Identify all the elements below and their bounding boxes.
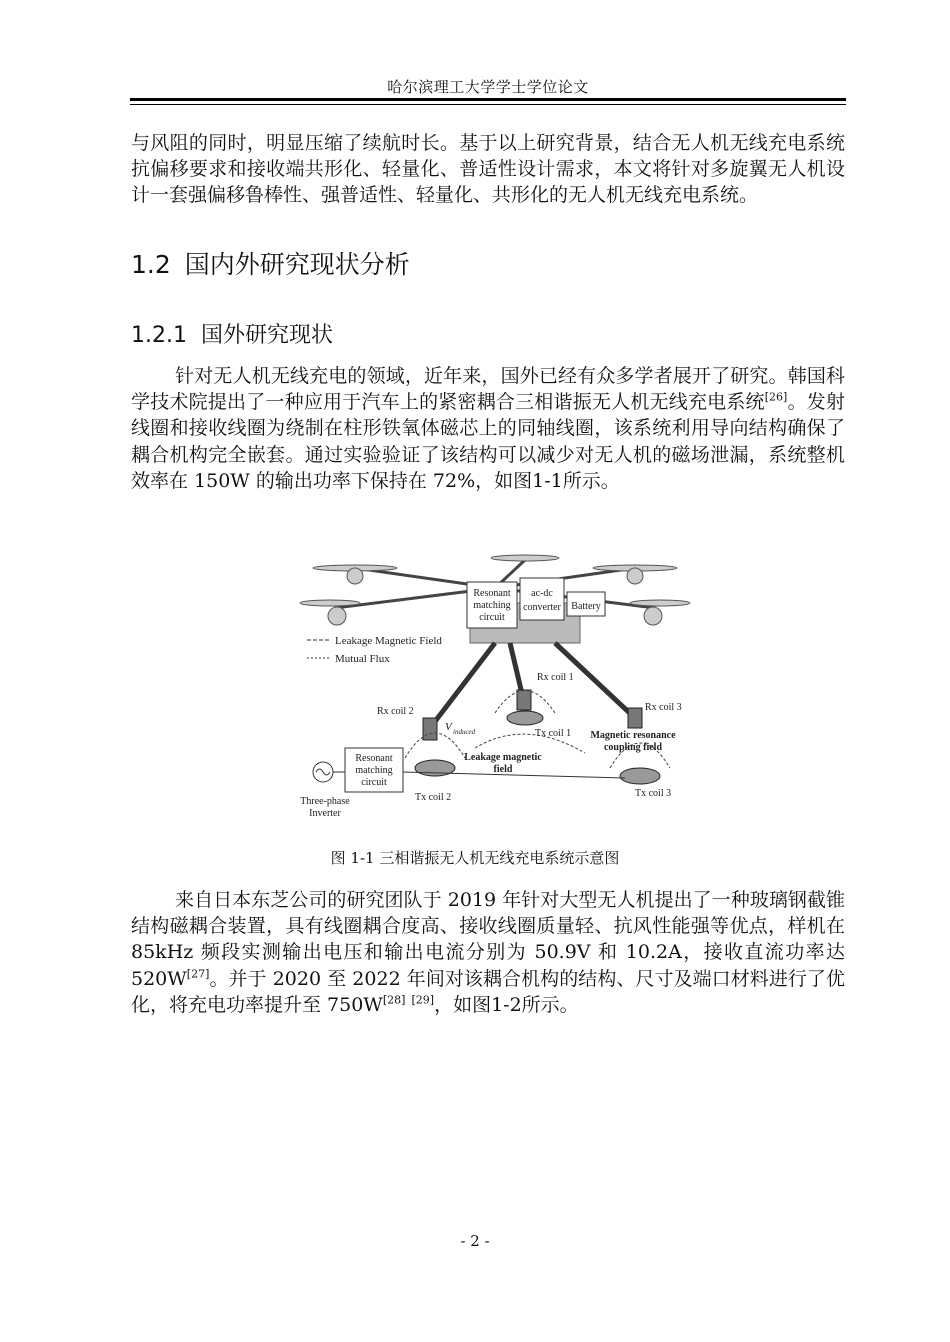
header-rule-thick xyxy=(130,98,846,101)
label-tx1: Tx coil 1 xyxy=(535,728,572,739)
label-resonant-top-3: circuit xyxy=(479,612,505,623)
paragraph-1-text-a: 针对无人机无线充电的领域，近年来，国外已经有众多学者展开了研究。韩国科学技术院提出了一种应用于汽车上的紧密耦合三相谐振无人机无线充电系统 xyxy=(131,365,845,414)
label-mag-res-1: Magnetic resonance xyxy=(590,730,676,741)
label-acdc-1: ac-dc xyxy=(531,588,553,599)
label-rx3: Rx coil 3 xyxy=(645,702,682,713)
paragraph-2-text-c: ，如图1-2所示。 xyxy=(434,993,579,1016)
label-mag-res-2: coupling field xyxy=(603,742,663,753)
label-inverter-2: Inverter xyxy=(309,808,341,819)
label-rx1: Rx coil 1 xyxy=(537,672,574,683)
figure-1-1 xyxy=(295,548,695,830)
label-tx3: Tx coil 3 xyxy=(635,788,672,799)
paragraph-2-text-a: 来自日本东芝公司的研究团队于 2019 年针对大型无人机提出了一种玻璃钢截锥结构磁耦合装置，具有线圈耦合度高、接收线圈质量轻、抗风性能强等优点，样机在 85kHz 频段实测输出电压和输出电流分别为 50.9V 和 10.2A，接收直流功率达 520W xyxy=(131,889,845,990)
citation-28: [28] xyxy=(382,993,406,1007)
label-battery: Battery xyxy=(571,601,601,612)
figure-1-1-caption: 图 1-1 三相谐振无人机无线充电系统示意图 xyxy=(330,849,620,867)
label-tx2: Tx coil 2 xyxy=(415,792,452,803)
legend-leak: Leakage Magnetic Field xyxy=(335,635,442,647)
citation-27: [27] xyxy=(186,967,210,981)
section-title: 国内外研究现状分析 xyxy=(184,250,410,279)
paragraph-2 xyxy=(131,887,845,1018)
label-resonant-bottom-1: Resonant xyxy=(355,753,393,764)
label-inverter-1: Three-phase xyxy=(300,796,350,807)
paragraph-1-text-b: 。发射线圈和接收线圈为绕制在柱形铁氧体磁芯上的同轴线圈，该系统利用导向结构确保了耦合机构完全嵌套。通过实验验证了该结构可以减少对无人机的磁场泄漏，系统整机效率在 150W 的输出功率下保持在 72%，如图1-1所示。 xyxy=(131,391,845,492)
legend-mutual: Mutual Flux xyxy=(335,653,390,665)
label-leakage-field-2: field xyxy=(493,764,513,775)
section-number: 1.2 xyxy=(131,250,171,279)
label-rx2: Rx coil 2 xyxy=(377,706,414,717)
intro-paragraph: 与风阻的同时，明显压缩了续航时长。基于以上研究背景，结合无人机无线充电系统抗偏移要求和接收端共形化、轻量化、普适性设计需求，本文将针对多旋翼无人机设计一套强偏移鲁棒性、强普适性、轻量化、共形化的无人机无线充电系统。 xyxy=(131,132,845,207)
label-vinduced: V xyxy=(445,721,452,733)
citation-29: [29] xyxy=(411,993,435,1007)
citation-26: [26] xyxy=(764,390,788,404)
label-leakage-field-1: Leakage magnetic xyxy=(464,752,542,763)
label-acdc-2: converter xyxy=(523,602,561,613)
label-resonant-top-1: Resonant xyxy=(473,588,511,599)
label-resonant-top-2: matching xyxy=(473,600,511,611)
label-resonant-bottom-3: circuit xyxy=(361,777,387,788)
paragraph-1 xyxy=(131,363,845,494)
subsection-heading xyxy=(131,318,347,349)
paragraph-2-text-b: 。并于 2020 至 2022 年间对该耦合机构的结构、尺寸及端口材料进行了优化，将充电功率提升至 750W xyxy=(131,967,845,1016)
section-heading xyxy=(131,245,424,281)
label-resonant-bottom-2: matching xyxy=(355,765,393,776)
subsection-title: 国外研究现状 xyxy=(200,323,333,348)
page-header: 哈尔滨理工大学学士学位论文 xyxy=(387,78,589,96)
figure-1-1-diagram xyxy=(295,548,695,830)
header-rule-thin xyxy=(130,104,846,105)
page-number: - 2 - xyxy=(460,1232,490,1250)
label-vinduced-sub: induced xyxy=(453,728,476,736)
subsection-number: 1.2.1 xyxy=(131,323,187,348)
